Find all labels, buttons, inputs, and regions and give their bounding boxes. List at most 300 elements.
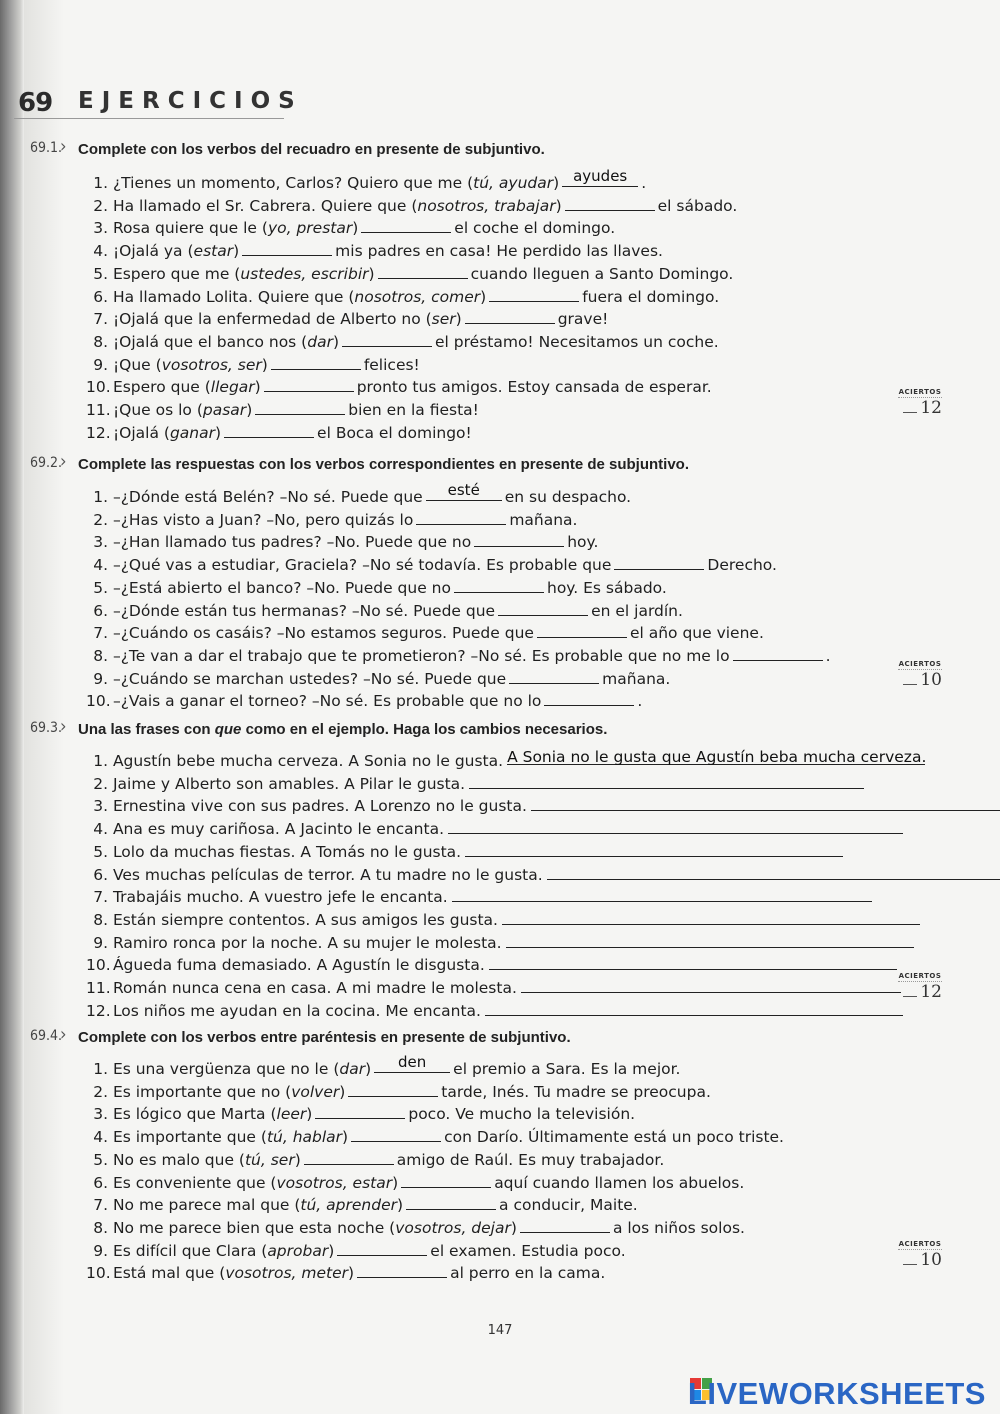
- item-sentence: Trabajáis mucho. A vuestro jefe le encanta.: [112, 888, 448, 907]
- exercise-item: [86, 864, 1000, 886]
- exercise-item: [86, 841, 843, 863]
- verb-hint: vosotros, dejar: [395, 1218, 511, 1237]
- item-text: –¿Está abierto el banco? –No. Puede que no: [112, 578, 451, 597]
- item-number: 9.: [93, 669, 108, 688]
- paren-close: ): [348, 1264, 355, 1283]
- item-text: Ha llamado Lolita. Quiere que (: [112, 287, 355, 306]
- item-number: 9.: [93, 1241, 108, 1260]
- item-number: 6.: [93, 865, 108, 884]
- item-number: 3.: [93, 219, 108, 238]
- exercise-item: [86, 509, 577, 531]
- answer-blank[interactable]: [224, 423, 314, 438]
- score-box: [898, 388, 942, 418]
- item-text: tarde, Inés. Tu madre se preocupa.: [441, 1082, 711, 1101]
- exercise-item: [86, 600, 683, 622]
- score-box: [898, 1240, 942, 1270]
- item-number: 2.: [93, 196, 108, 215]
- verb-hint: ser: [431, 310, 456, 329]
- exercise-item: [86, 1000, 903, 1022]
- exercise-item: [86, 909, 920, 931]
- score-value: [898, 670, 942, 690]
- verb-hint: llegar: [210, 378, 255, 397]
- verb-hint: dar: [339, 1060, 366, 1078]
- exercise-item: [86, 331, 719, 353]
- answer-text: ayudes: [573, 167, 628, 185]
- paren-close: ): [306, 1105, 313, 1124]
- instruction-text: Complete las respuestas con los verbos correspondientes en presente de subjuntivo.: [78, 456, 690, 473]
- verb-hint: vosotros, ser: [161, 355, 262, 374]
- item-text: mañana.: [509, 510, 578, 529]
- book-binding-gradient: [24, 0, 64, 1414]
- paren-close: ): [254, 378, 261, 397]
- answer-blank[interactable]: [498, 601, 588, 616]
- answer-blank[interactable]: [465, 309, 555, 324]
- score-blank[interactable]: [903, 684, 917, 685]
- item-text: .: [637, 692, 643, 711]
- item-number: 12.: [86, 423, 111, 442]
- item-text: a los niños solos.: [612, 1218, 745, 1237]
- answer-blank[interactable]: [264, 377, 354, 392]
- item-text: bien en la fiesta!: [348, 401, 479, 419]
- item-text: ¿Tienes un momento, Carlos? Quiero que me (: [112, 174, 474, 192]
- item-text: el año que viene.: [629, 624, 764, 643]
- exercise-item: [86, 399, 479, 421]
- paren-close: ): [342, 1128, 349, 1147]
- verb-hint: leer: [276, 1105, 307, 1124]
- item-text: con Darío. Últimamente está un poco triste.: [444, 1128, 784, 1147]
- item-sentence: Ernestina vive con sus padres. A Lorenzo no le gusta.: [112, 797, 527, 816]
- item-text: –¿Dónde está Belén? –No sé. Puede que: [112, 488, 423, 506]
- exercise-item: [86, 818, 903, 840]
- answer-blank[interactable]: [401, 1173, 491, 1188]
- exercise-item: [86, 1081, 711, 1103]
- item-number: 3.: [93, 797, 108, 816]
- item-number: 12.: [86, 1001, 111, 1020]
- paren-close: ): [246, 401, 253, 419]
- answer-blank[interactable]: [544, 691, 634, 706]
- instruction-emphasis: que: [214, 721, 242, 738]
- exercise-id: 69.4.: [30, 1028, 63, 1044]
- paren-close: ): [332, 332, 340, 351]
- item-number: 7.: [93, 310, 108, 329]
- item-number: 5.: [93, 1150, 108, 1169]
- verb-hint: volver: [291, 1082, 340, 1101]
- answer-blank[interactable]: [416, 510, 506, 525]
- item-text: Espero que (: [112, 378, 211, 397]
- item-text: Ha llamado el Sr. Cabrera. Quiere que (: [112, 196, 418, 215]
- paren-close: ): [555, 196, 562, 215]
- item-number: 1.: [93, 174, 108, 192]
- exercise-item: [86, 645, 831, 667]
- verb-hint: pasar: [202, 401, 247, 419]
- item-text: Espero que me (: [112, 264, 241, 283]
- score-label: ACIERTOS: [898, 1240, 942, 1248]
- exercise-number: [30, 136, 70, 157]
- exercise-item: [86, 954, 897, 976]
- item-text: amigo de Raúl. Es muy trabajador.: [396, 1150, 665, 1169]
- exercise-item: [86, 795, 1000, 817]
- item-number: 4.: [93, 556, 108, 575]
- exercise-item: [86, 1053, 681, 1080]
- item-sentence: Agustín bebe mucha cerveza. A Sonia no le gusta.: [112, 752, 504, 770]
- item-number: 6.: [93, 287, 108, 306]
- exercise-item: [86, 690, 642, 712]
- exercise-id: 69.3.: [30, 720, 63, 736]
- item-text: No me parece bien que esta noche (: [112, 1218, 396, 1237]
- score-total: 10: [920, 1250, 942, 1270]
- exercise-item: [86, 1126, 784, 1148]
- item-text: –¿Qué vas a estudiar, Graciela? –No sé todavía. Es probable que: [112, 556, 612, 575]
- exercise-item: [86, 240, 663, 262]
- item-text: –¿Te van a dar el trabajo que te prometieron? –No sé. Es probable que no me lo: [112, 646, 730, 665]
- answer-line[interactable]: [452, 887, 872, 902]
- exercise-item: [86, 376, 712, 398]
- exercise-item: [86, 167, 647, 194]
- exercise-item: [86, 1262, 605, 1284]
- paren-close: ): [396, 1196, 404, 1215]
- score-label: ACIERTOS: [898, 660, 942, 668]
- item-number: 9.: [93, 933, 108, 952]
- item-text: No me parece mal que (: [112, 1196, 301, 1215]
- chevron-right-icon: ›: [60, 136, 67, 157]
- verb-hint: nosotros, comer: [354, 287, 481, 306]
- answer-blank[interactable]: [454, 578, 544, 593]
- item-text: Derecho.: [707, 556, 777, 575]
- item-number: 8.: [93, 1218, 108, 1237]
- verb-hint: tú, ayudar: [473, 174, 554, 192]
- item-text: Es conveniente que (: [112, 1173, 277, 1192]
- exercise-item: [86, 554, 777, 576]
- answer-blank[interactable]: [474, 532, 564, 547]
- item-text: Es importante que (: [112, 1128, 267, 1147]
- paren-close: ): [339, 1082, 346, 1101]
- item-number: 7.: [93, 1196, 108, 1215]
- item-sentence: Lolo da muchas fiestas. A Tomás no le gusta.: [112, 842, 462, 861]
- paren-close: ): [294, 1150, 301, 1169]
- item-text: Está mal que (: [112, 1264, 226, 1283]
- item-number: 8.: [93, 910, 108, 929]
- item-text: –¿Han llamado tus padres? –No. Puede que no: [112, 533, 472, 552]
- exercise-item: [86, 1149, 664, 1171]
- verb-hint: vosotros, meter: [225, 1264, 349, 1283]
- answer-line[interactable]: [502, 910, 920, 925]
- item-number: 10.: [86, 692, 111, 711]
- score-blank[interactable]: [903, 412, 917, 413]
- answer-blank[interactable]: [489, 287, 579, 302]
- item-number: 6.: [93, 1173, 108, 1192]
- item-number: 4.: [93, 1128, 108, 1147]
- item-number: 7.: [93, 624, 108, 643]
- paren-close: ): [365, 1060, 372, 1078]
- instruction-text: Una las frases con: [78, 721, 215, 738]
- item-text: a conducir, Maite.: [499, 1196, 638, 1215]
- exercise-item: [86, 195, 737, 217]
- answer-blank[interactable]: [406, 1195, 496, 1210]
- instruction-text: como en el ejemplo. Haga los cambios necesarios.: [241, 721, 608, 738]
- score-box: [898, 660, 942, 690]
- item-text: aquí cuando llamen los abuelos.: [494, 1173, 745, 1192]
- exercise-item: [86, 1217, 745, 1239]
- item-number: 8.: [93, 332, 108, 351]
- paren-close: ): [455, 310, 462, 329]
- page-number: 147: [487, 1323, 513, 1338]
- verb-hint: tú, hablar: [266, 1128, 343, 1147]
- answer-line[interactable]: [489, 955, 897, 970]
- verb-hint: nosotros, trabajar: [417, 196, 556, 215]
- item-number: 11.: [86, 401, 111, 419]
- verb-hint: aprobar: [267, 1241, 329, 1260]
- item-text: felices!: [363, 355, 420, 374]
- item-number: 11.: [86, 979, 111, 997]
- item-text: .: [825, 646, 831, 665]
- item-number: 1.: [93, 1060, 108, 1078]
- item-text: No es malo que (: [112, 1150, 245, 1169]
- item-sentence: Están siempre contentos. A sus amigos les gusta.: [112, 910, 498, 929]
- item-number: 2.: [93, 1082, 108, 1101]
- item-number: 5.: [93, 264, 108, 283]
- item-number: 5.: [93, 842, 108, 861]
- item-text: hoy. Es sábado.: [547, 578, 667, 597]
- answer-blank[interactable]: [337, 1241, 427, 1256]
- answer-blank[interactable]: [565, 196, 655, 211]
- item-number: 2.: [93, 774, 108, 793]
- item-text: mis padres en casa! He perdido las llaves.: [335, 242, 663, 261]
- answer-blank[interactable]: [374, 1053, 450, 1073]
- item-sentence: Águeda fuma demasiado. A Agustín le disgusta.: [112, 956, 485, 975]
- item-text: –¿Cuándo os casáis? –No estamos seguros. Puede que: [112, 624, 534, 643]
- book-binding-shadow: [0, 0, 24, 1414]
- verb-hint: yo, prestar: [267, 219, 353, 238]
- item-text: el préstamo! Necesitamos un coche.: [435, 332, 719, 351]
- answer-blank[interactable]: [348, 1082, 438, 1097]
- answer-line[interactable]: [448, 819, 903, 834]
- item-text: –¿Dónde están tus hermanas? –No sé. Puede que: [112, 601, 496, 620]
- verb-hint: ganar: [169, 423, 215, 442]
- instruction-text: Complete con los verbos entre paréntesis en presente de subjuntivo.: [78, 1029, 571, 1046]
- chevron-right-icon: ›: [60, 451, 67, 472]
- verb-hint: tú, aprender: [300, 1196, 397, 1215]
- verb-hint: estar: [193, 242, 234, 261]
- paren-close: ): [214, 423, 222, 442]
- exercise-item: [86, 750, 925, 772]
- paren-close: ): [368, 264, 375, 283]
- item-text: ¡Ojalá (: [112, 423, 170, 442]
- exercise-item: [86, 217, 615, 239]
- paren-close: ): [261, 355, 268, 374]
- item-text: al perro en la cama.: [450, 1264, 606, 1283]
- item-text: –¿Cuándo se marchan ustedes? –No sé. Puede que: [112, 669, 507, 688]
- answer-blank[interactable]: [509, 669, 599, 684]
- answer-blank[interactable]: [537, 623, 627, 638]
- exercise-item: [86, 422, 472, 444]
- item-number: 10.: [86, 956, 111, 975]
- item-text: ¡Que os lo (: [112, 401, 203, 419]
- item-text: Es difícil que Clara (: [112, 1241, 268, 1260]
- answer-blank[interactable]: [242, 241, 332, 256]
- instruction-text: Complete con los verbos del recuadro en presente de subjuntivo.: [78, 141, 545, 158]
- item-sentence: Ana es muy cariñosa. A Jacinto le encanta.: [112, 820, 445, 839]
- answer-blank[interactable]: [304, 1150, 394, 1165]
- item-sentence: Jaime y Alberto son amables. A Pilar le gusta.: [112, 774, 466, 793]
- answer-text: esté: [447, 481, 480, 499]
- exercise-item: [86, 932, 914, 954]
- exercise-id: 69.1.: [30, 140, 63, 156]
- item-text: cuando lleguen a Santo Domingo.: [470, 264, 734, 283]
- verb-hint: ustedes, escribir: [240, 264, 369, 283]
- answer-blank[interactable]: [520, 1218, 610, 1233]
- answer-blank[interactable]: [255, 400, 345, 415]
- item-number: 9.: [93, 355, 108, 374]
- exercise-item: [86, 668, 670, 690]
- item-text: Es una vergüenza que no le (: [112, 1060, 340, 1078]
- exercise-instruction: [78, 1029, 571, 1046]
- answer-blank[interactable]: [357, 1263, 447, 1278]
- title-divider: [14, 118, 284, 119]
- answer-line[interactable]: [469, 774, 864, 789]
- answer-text: A Sonia no le gusta que Agustín beba mucha cerveza.: [507, 748, 927, 766]
- answer-blank[interactable]: [378, 264, 468, 279]
- score-total: 12: [920, 398, 942, 418]
- exercise-number: [30, 451, 70, 472]
- verb-hint: tú, ser: [244, 1150, 295, 1169]
- item-text: el premio a Sara. Es la mejor.: [453, 1060, 681, 1078]
- item-sentence: Ramiro ronca por la noche. A su mujer le molesta.: [112, 933, 502, 952]
- answer-blank[interactable]: [315, 1104, 405, 1119]
- item-number: 4.: [93, 820, 108, 839]
- exercise-id: 69.2.: [30, 455, 63, 471]
- score-box: [898, 972, 942, 1002]
- chapter-title: EJERCICIOS: [78, 88, 303, 114]
- answer-line[interactable]: [531, 796, 1000, 811]
- exercise-item: [86, 577, 667, 599]
- exercise-item: [86, 1240, 626, 1262]
- score-label: ACIERTOS: [898, 388, 942, 396]
- answer-text: den: [398, 1053, 427, 1071]
- item-text: en su despacho.: [504, 488, 632, 506]
- item-text: el coche el domingo.: [454, 219, 616, 238]
- score-total: 12: [920, 982, 942, 1002]
- score-value: [898, 1250, 942, 1270]
- item-text: en el jardín.: [591, 601, 683, 620]
- paren-close: ): [480, 287, 487, 306]
- item-sentence: Los niños me ayudan en la cocina. Me encanta.: [112, 1001, 481, 1020]
- liveworksheets-brand: LIVEWORKSHEETS: [687, 1376, 986, 1411]
- exercise-item: [86, 1194, 638, 1216]
- score-total: 10: [920, 670, 942, 690]
- item-text: ¡Que (: [112, 355, 162, 374]
- item-text: hoy.: [567, 533, 599, 552]
- item-number: 1.: [93, 488, 108, 506]
- exercise-instruction: [78, 141, 545, 158]
- answer-line[interactable]: [507, 750, 925, 765]
- exercise-item: [86, 1103, 635, 1125]
- verb-hint: dar: [307, 332, 333, 351]
- item-text: Rosa quiere que le (: [112, 219, 268, 238]
- answer-line[interactable]: [506, 933, 914, 948]
- item-text: poco. Ve mucho la televisión.: [408, 1105, 636, 1124]
- chevron-right-icon: ›: [60, 716, 67, 737]
- score-blank[interactable]: [903, 1264, 917, 1265]
- answer-blank[interactable]: [342, 332, 432, 347]
- score-label: ACIERTOS: [898, 972, 942, 980]
- item-text: Es lógico que Marta (: [112, 1105, 277, 1124]
- paren-close: ): [553, 174, 560, 192]
- exercise-number: [30, 1024, 70, 1045]
- verb-hint: vosotros, estar: [276, 1173, 393, 1192]
- paren-close: ): [392, 1173, 399, 1192]
- answer-blank[interactable]: [271, 355, 361, 370]
- item-number: 1.: [93, 752, 108, 770]
- item-text: fuera el domingo.: [582, 287, 720, 306]
- exercise-item: [86, 354, 420, 376]
- item-number: 6.: [93, 601, 108, 620]
- answer-blank[interactable]: [562, 167, 638, 187]
- item-text: el Boca el domingo!: [317, 423, 472, 442]
- item-text: .: [641, 174, 647, 192]
- item-text: grave!: [557, 310, 609, 329]
- item-number: 5.: [93, 578, 108, 597]
- exercise-instruction: [78, 456, 689, 473]
- score-value: [898, 982, 942, 1002]
- exercise-item: [86, 531, 598, 553]
- answer-blank[interactable]: [614, 555, 704, 570]
- answer-blank[interactable]: [351, 1127, 441, 1142]
- exercise-item: [86, 977, 901, 999]
- answer-blank[interactable]: [733, 646, 823, 661]
- exercise-item: [86, 481, 632, 508]
- item-text: ¡Ojalá ya (: [112, 242, 194, 261]
- item-sentence: Ves muchas películas de terror. A tu madre no le gusta.: [112, 865, 543, 884]
- answer-line[interactable]: [521, 978, 901, 993]
- item-number: 4.: [93, 242, 108, 261]
- item-text: ¡Ojalá que el banco nos (: [112, 332, 308, 351]
- score-value: [898, 398, 942, 418]
- answer-line[interactable]: [547, 865, 1000, 880]
- exercise-item: [86, 622, 764, 644]
- exercise-number: [30, 716, 70, 737]
- exercise-item: [86, 263, 733, 285]
- paren-close: ): [352, 219, 359, 238]
- item-text: –¿Vais a ganar el torneo? –No sé. Es probable que no lo: [112, 692, 542, 711]
- item-number: 2.: [93, 510, 108, 529]
- item-number: 3.: [93, 533, 108, 552]
- item-number: 10.: [86, 378, 111, 397]
- exercise-item: [86, 1172, 744, 1194]
- answer-blank[interactable]: [426, 481, 502, 501]
- item-text: –¿Has visto a Juan? –No, pero quizás lo: [112, 510, 414, 529]
- item-text: mañana.: [602, 669, 671, 688]
- answer-line[interactable]: [485, 1001, 903, 1016]
- chevron-right-icon: ›: [60, 1024, 67, 1045]
- exercise-item: [86, 308, 608, 330]
- item-sentence: Román nunca cena en casa. A mi madre le molesta.: [112, 979, 517, 997]
- item-number: 3.: [93, 1105, 108, 1124]
- item-number: 7.: [93, 888, 108, 907]
- item-text: pronto tus amigos. Estoy cansada de esperar.: [356, 378, 712, 397]
- chapter-number: 69: [18, 88, 53, 118]
- score-blank[interactable]: [903, 996, 917, 997]
- item-number: 10.: [86, 1264, 111, 1283]
- paren-close: ): [233, 242, 240, 261]
- item-text: el examen. Estudia poco.: [430, 1241, 626, 1260]
- exercise-item: [86, 886, 872, 908]
- item-text: ¡Ojalá que la enfermedad de Alberto no (: [112, 310, 432, 329]
- item-text: Es importante que no (: [112, 1082, 292, 1101]
- item-number: 8.: [93, 646, 108, 665]
- answer-blank[interactable]: [361, 218, 451, 233]
- paren-close: ): [328, 1241, 335, 1260]
- answer-line[interactable]: [465, 842, 843, 857]
